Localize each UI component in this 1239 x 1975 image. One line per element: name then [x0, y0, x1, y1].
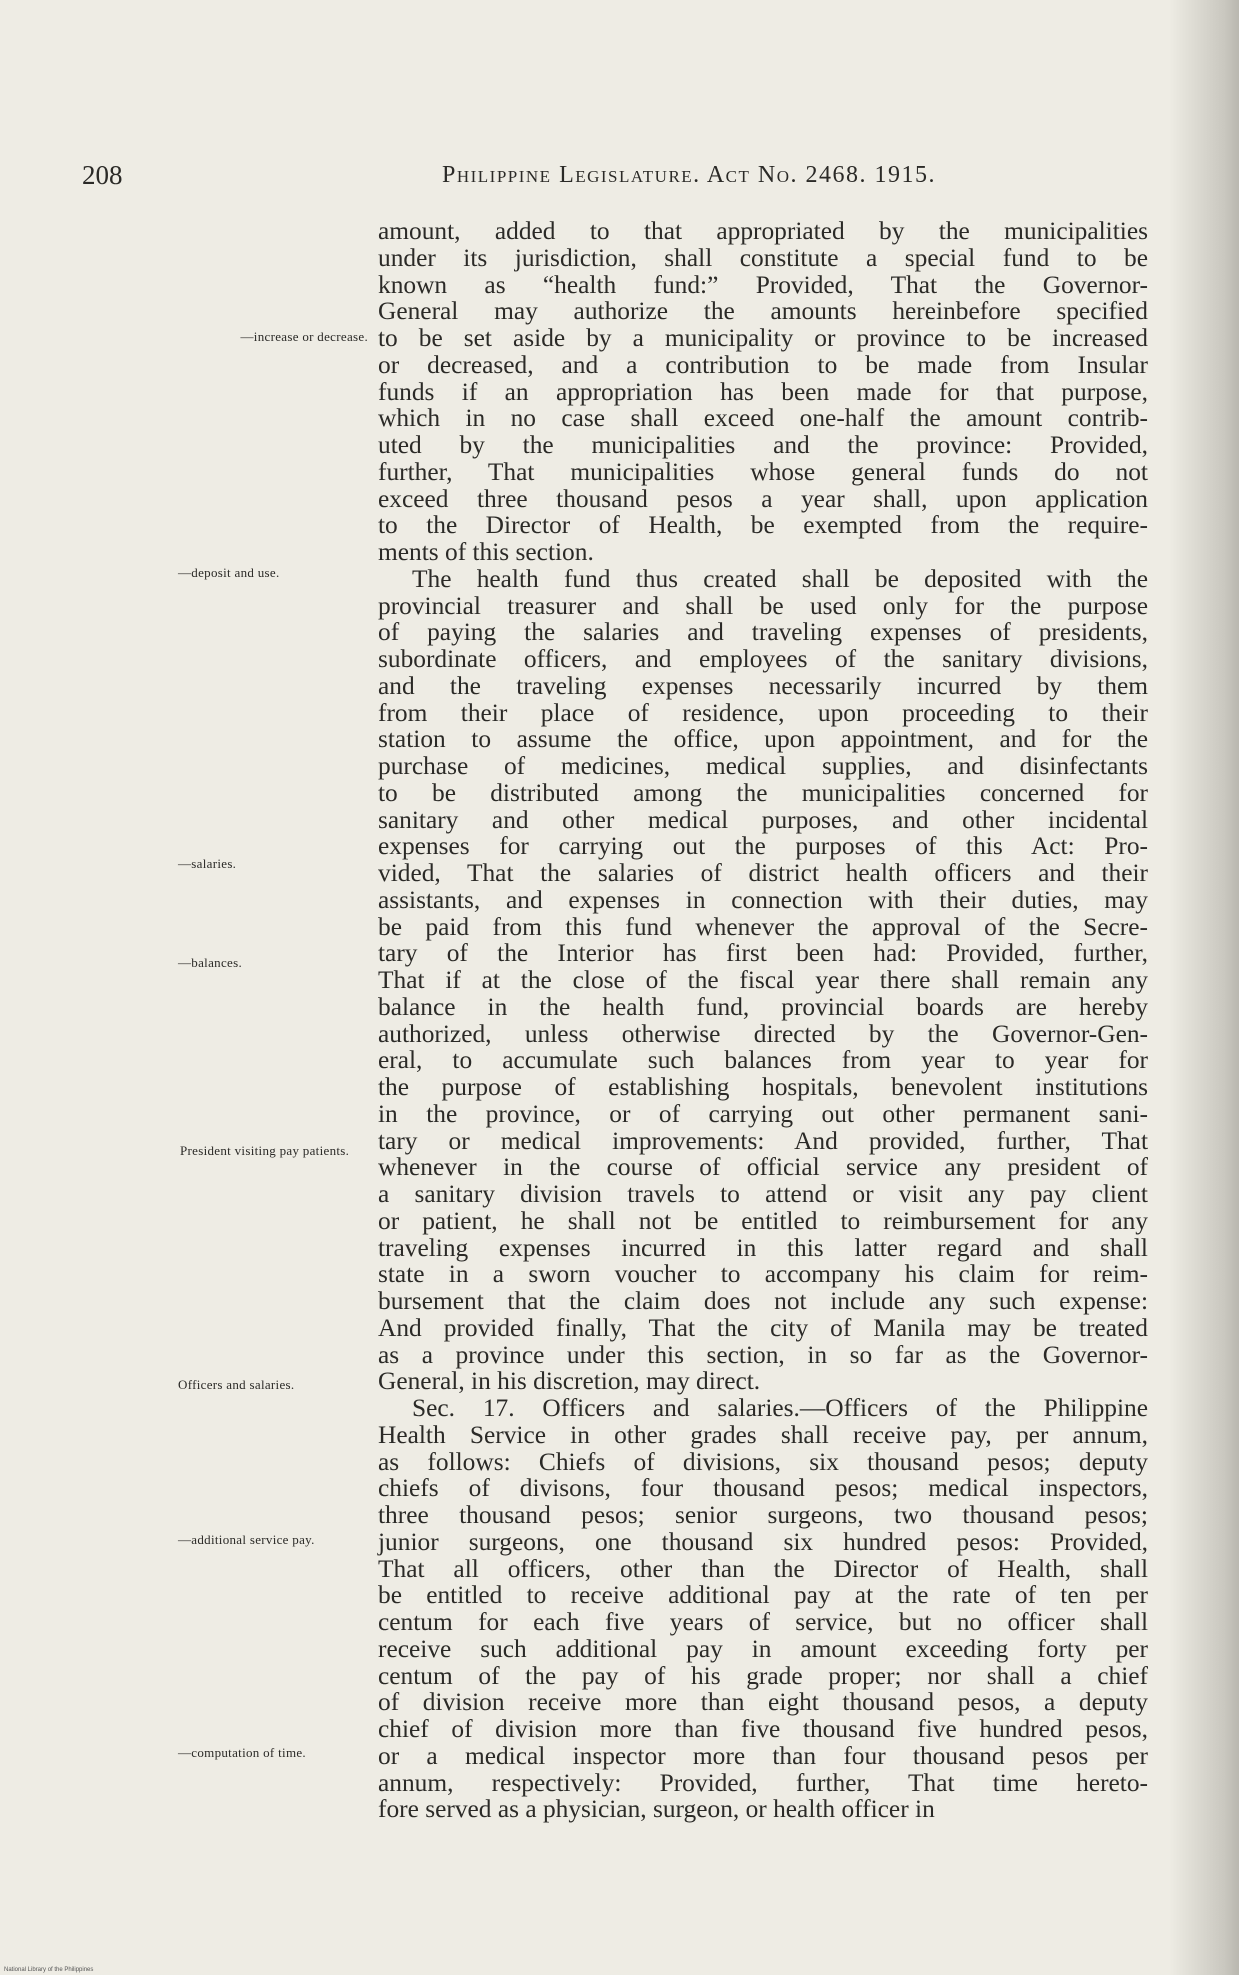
- body-line: state in a sworn voucher to accompany his claim for reim-: [378, 1260, 1148, 1289]
- body-line: annum, respectively: Provided, further, That time hereto-: [378, 1768, 1148, 1797]
- body-line: tary or medical improvements: And provided, further, That: [378, 1126, 1148, 1155]
- body-line: to be set aside by a municipality or province to be increased: [378, 324, 1148, 352]
- page-number: 208: [82, 160, 123, 190]
- body-line: expenses for carrying out the purposes of this Act: Pro-: [378, 832, 1148, 861]
- body-line: or a medical inspector more than four thousand pesos per: [378, 1741, 1148, 1770]
- body-line: bursement that the claim does not include any such expense:: [378, 1287, 1148, 1315]
- body-line: balance in the health fund, provincial boards are hereby: [378, 992, 1148, 1021]
- body-line: as follows: Chiefs of divisions, six thousand pesos; deputy: [378, 1447, 1148, 1476]
- body-line: centum of the pay of his grade proper; nor shall a chief: [378, 1661, 1148, 1690]
- body-line: of division receive more than eight thousand pesos, a deputy: [378, 1688, 1148, 1717]
- body-line: from their place of residence, upon proceeding to their: [378, 698, 1148, 727]
- body-line: fore served as a physician, surgeon, or health officer in: [378, 1795, 935, 1824]
- body-line: General, in his discretion, may direct.: [378, 1367, 761, 1396]
- margin-note-president-visiting-pay-patients: President visiting pay patients.: [180, 1143, 350, 1158]
- body-line: ments of this section.: [378, 538, 594, 566]
- body-line: junior surgeons, one thousand six hundred pesos: Provided,: [378, 1527, 1148, 1556]
- body-line: or patient, he shall not be entitled to reimbursement for any: [378, 1206, 1148, 1235]
- body-line: centum for each five years of service, but no officer shall: [378, 1608, 1148, 1636]
- margin-note-increase-or-decrease: —increase or decrease.: [240, 329, 368, 344]
- margin-note-officers-and-salaries: Officers and salaries.: [178, 1377, 295, 1392]
- body-line: which in no case shall exceed one-half the amount contrib-: [378, 404, 1148, 433]
- body-line: That all officers, other than the Director of Health, shall: [378, 1554, 1148, 1583]
- margin-note-balances: —balances.: [178, 955, 243, 970]
- scan-footer-mark: National Library of the Philippines: [4, 1967, 94, 1973]
- body-line: Sec. 17. Officers and salaries.—Officers of the Philippine: [412, 1394, 1148, 1422]
- body-line: exceed three thousand pesos a year shall, upon application: [378, 484, 1148, 513]
- body-line: General may authorize the amounts hereinbefore specified: [378, 297, 1148, 326]
- body-line: tary of the Interior has first been had: Provided, further,: [378, 939, 1148, 968]
- body-text: [378, 218, 1148, 1823]
- body-line: to the Director of Health, be exempted from the require-: [378, 511, 1148, 540]
- body-line: provincial treasurer and shall be used only for the purpose: [378, 591, 1148, 620]
- running-head: Philippine Legislature. Act No. 2468. 1915.: [442, 162, 937, 188]
- body-line: The health fund thus created shall be deposited with the: [412, 564, 1148, 593]
- body-line: or decreased, and a contribution to be made from Insular: [378, 350, 1148, 379]
- page-header: [82, 160, 1102, 200]
- body-line: known as “health fund:” Provided, That the Governor-: [378, 270, 1148, 299]
- body-line: chiefs of divisons, four thousand pesos; medical inspectors,: [378, 1474, 1148, 1503]
- page-shadow-edge: [1169, 0, 1239, 1975]
- body-line: to be distributed among the municipalities concerned for: [378, 778, 1148, 807]
- body-line: That if at the close of the fiscal year there shall remain any: [378, 966, 1148, 994]
- body-line: Health Service in other grades shall receive pay, per annum,: [378, 1420, 1148, 1449]
- body-line: be paid from this fund whenever the approval of the Secre-: [378, 912, 1148, 941]
- body-line: traveling expenses incurred in this latter regard and shall: [378, 1233, 1148, 1262]
- body-line: purchase of medicines, medical supplies, and disinfectants: [378, 752, 1148, 780]
- body-line: whenever in the course of official service any president of: [378, 1153, 1148, 1182]
- body-line: vided, That the salaries of district health officers and their: [378, 859, 1148, 887]
- body-line: uted by the municipalities and the province: Provided,: [378, 431, 1148, 459]
- body-line: assistants, and expenses in connection with their duties, may: [378, 885, 1148, 914]
- body-line: under its jurisdiction, shall constitute a special fund to be: [378, 243, 1148, 272]
- body-line: authorized, unless otherwise directed by the Governor-Gen-: [378, 1019, 1148, 1048]
- body-line: eral, to accumulate such balances from year to year for: [378, 1046, 1148, 1075]
- body-line: be entitled to receive additional pay at the rate of ten per: [378, 1581, 1148, 1610]
- body-line: receive such additional pay in amount exceeding forty per: [378, 1634, 1148, 1663]
- body-line: subordinate officers, and employees of the sanitary divisions,: [378, 645, 1148, 673]
- body-line: the purpose of establishing hospitals, benevolent institutions: [378, 1073, 1148, 1101]
- body-line: in the province, or of carrying out other permanent sani-: [378, 1099, 1148, 1128]
- body-line: sanitary and other medical purposes, and other incidental: [378, 805, 1148, 834]
- body-line: further, That municipalities whose general funds do not: [378, 457, 1148, 486]
- margin-note-additional-service-pay: —additional service pay.: [178, 1532, 315, 1547]
- margin-note-computation-of-time: —computation of time.: [178, 1745, 306, 1760]
- body-line: funds if an appropriation has been made for that purpose,: [378, 377, 1148, 406]
- body-line: and the traveling expenses necessarily incurred by them: [378, 671, 1148, 700]
- body-line: And provided finally, That the city of Manila may be treated: [378, 1313, 1148, 1342]
- body-line: amount, added to that appropriated by the municipalities: [378, 217, 1148, 245]
- margin-note-salaries: —salaries.: [178, 856, 237, 871]
- body-line: station to assume the office, upon appointment, and for the: [378, 725, 1148, 754]
- body-line: of paying the salaries and traveling expenses of presidents,: [378, 618, 1148, 647]
- body-line: as a province under this section, in so far as the Governor-: [378, 1340, 1148, 1369]
- body-line: three thousand pesos; senior surgeons, two thousand pesos;: [378, 1501, 1148, 1529]
- body-line: a sanitary division travels to attend or visit any pay client: [378, 1180, 1148, 1208]
- margin-note-deposit-and-use: —deposit and use.: [178, 565, 280, 580]
- body-line: chief of division more than five thousand five hundred pesos,: [378, 1715, 1148, 1743]
